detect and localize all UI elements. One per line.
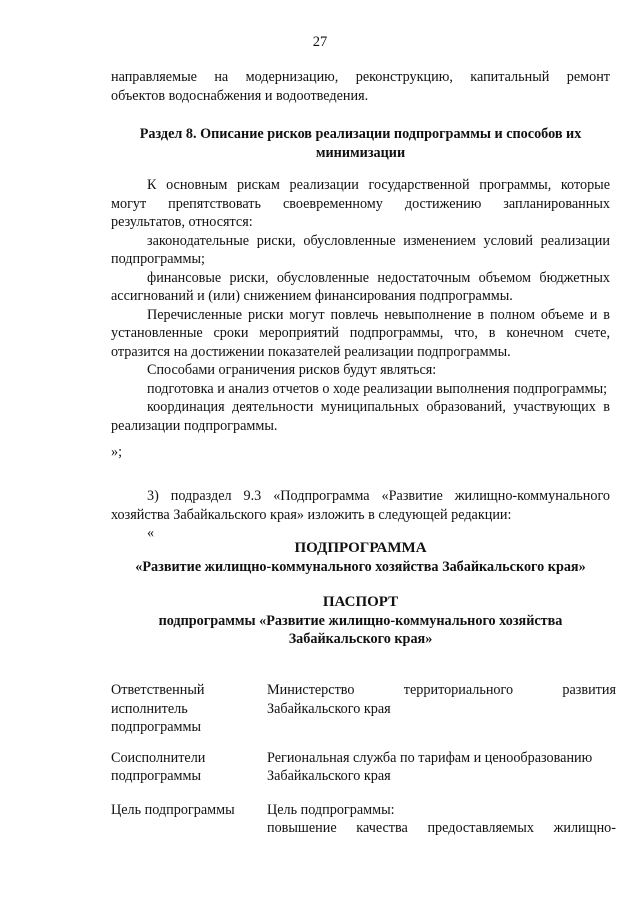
- passport-subtitle-line-2: Забайкальского края»: [288, 631, 433, 647]
- intro-line-2: объектов водоснабжения и водоотведения.: [111, 87, 369, 104]
- value-line: Цель подпрограммы:: [267, 801, 395, 818]
- passport-table: [111, 681, 616, 838]
- value-line: Министерство территориального развития: [267, 682, 616, 698]
- label-line: Соисполнители: [111, 749, 206, 766]
- risk-financial-paragraph: финансовые риски, обусловленные недостаточным объемом бюджетных ассигнований и (или) снижением финансирования подпрограммы.: [111, 269, 610, 304]
- passport-label-goal: [111, 801, 267, 838]
- closing-quote-mark: »;: [111, 444, 123, 460]
- mitigation-intro: Способами ограничения рисков будут являться:: [147, 362, 437, 378]
- passport-row-coexecutors: [111, 749, 616, 786]
- passport-title: ПАСПОРТ: [322, 594, 399, 610]
- subprogram-title: ПОДПРОГРАММА: [294, 540, 427, 556]
- value-line: повышение качества предоставляемых жилищно-: [267, 820, 616, 836]
- intro-line-1: направляемые на модернизацию, реконструкцию, капитальный ремонт: [111, 69, 610, 85]
- value-line: Забайкальского края: [267, 768, 391, 784]
- subprogram-name: «Развитие жилищно-коммунального хозяйства Забайкальского края»: [135, 558, 586, 575]
- item3-paragraph: 3) подраздел 9.3 «Подпрограмма «Развитие жилищно-коммунального хозяйства Забайкальского края» изложить в следующей редакции:: [111, 488, 610, 523]
- value-line: Забайкальского края: [267, 700, 391, 717]
- value-line: Региональная служба по тарифам и ценообразованию: [267, 749, 593, 766]
- label-line: Ответственный: [111, 682, 205, 698]
- passport-value-responsible: [267, 681, 616, 737]
- label-line: Цель подпрограммы: [111, 801, 235, 818]
- label-line: подпрограммы: [111, 719, 201, 735]
- section8-body: [111, 176, 610, 462]
- section8-heading-line-1: Раздел 8. Описание рисков реализации подпрограммы и способов их: [139, 126, 582, 142]
- mitigation-item-1: подготовка и анализ отчетов о ходе реализации выполнения подпрограммы;: [147, 380, 608, 397]
- passport-subtitle-line-1: подпрограммы «Развитие жилищно-коммунального хозяйства: [158, 612, 563, 629]
- risks-intro-paragraph: К основным рискам реализации государственной программы, которые могут препятствовать своевременному достижению запланированных результатов, относятся:: [111, 177, 610, 230]
- label-line: подпрограммы: [111, 768, 201, 784]
- passport-value-goal: [267, 801, 616, 838]
- passport-label-coexecutors: [111, 749, 267, 786]
- passport-value-coexecutors: [267, 749, 616, 786]
- label-line: исполнитель: [111, 700, 188, 717]
- page-number: 27: [312, 34, 328, 50]
- passport-label-responsible: [111, 681, 267, 737]
- opening-quote-mark: «: [147, 525, 155, 541]
- mitigation-item-2: координация деятельности муниципальных образований, участвующих в реализации подпрограммы.: [111, 399, 610, 434]
- passport-row-responsible: [111, 681, 616, 737]
- section8-heading-line-2: минимизации: [315, 144, 406, 161]
- risk-legal-paragraph: законодательные риски, обусловленные изменением условий реализации подпрограммы;: [111, 232, 610, 267]
- consequences-paragraph: Перечисленные риски могут повлечь невыполнение в полном объеме и в установленные сроки мероприятий подпрограммы, что, в конечном счете, отразится на достижении показателей реализации подпрограммы.: [111, 306, 610, 360]
- passport-row-goal: [111, 801, 616, 838]
